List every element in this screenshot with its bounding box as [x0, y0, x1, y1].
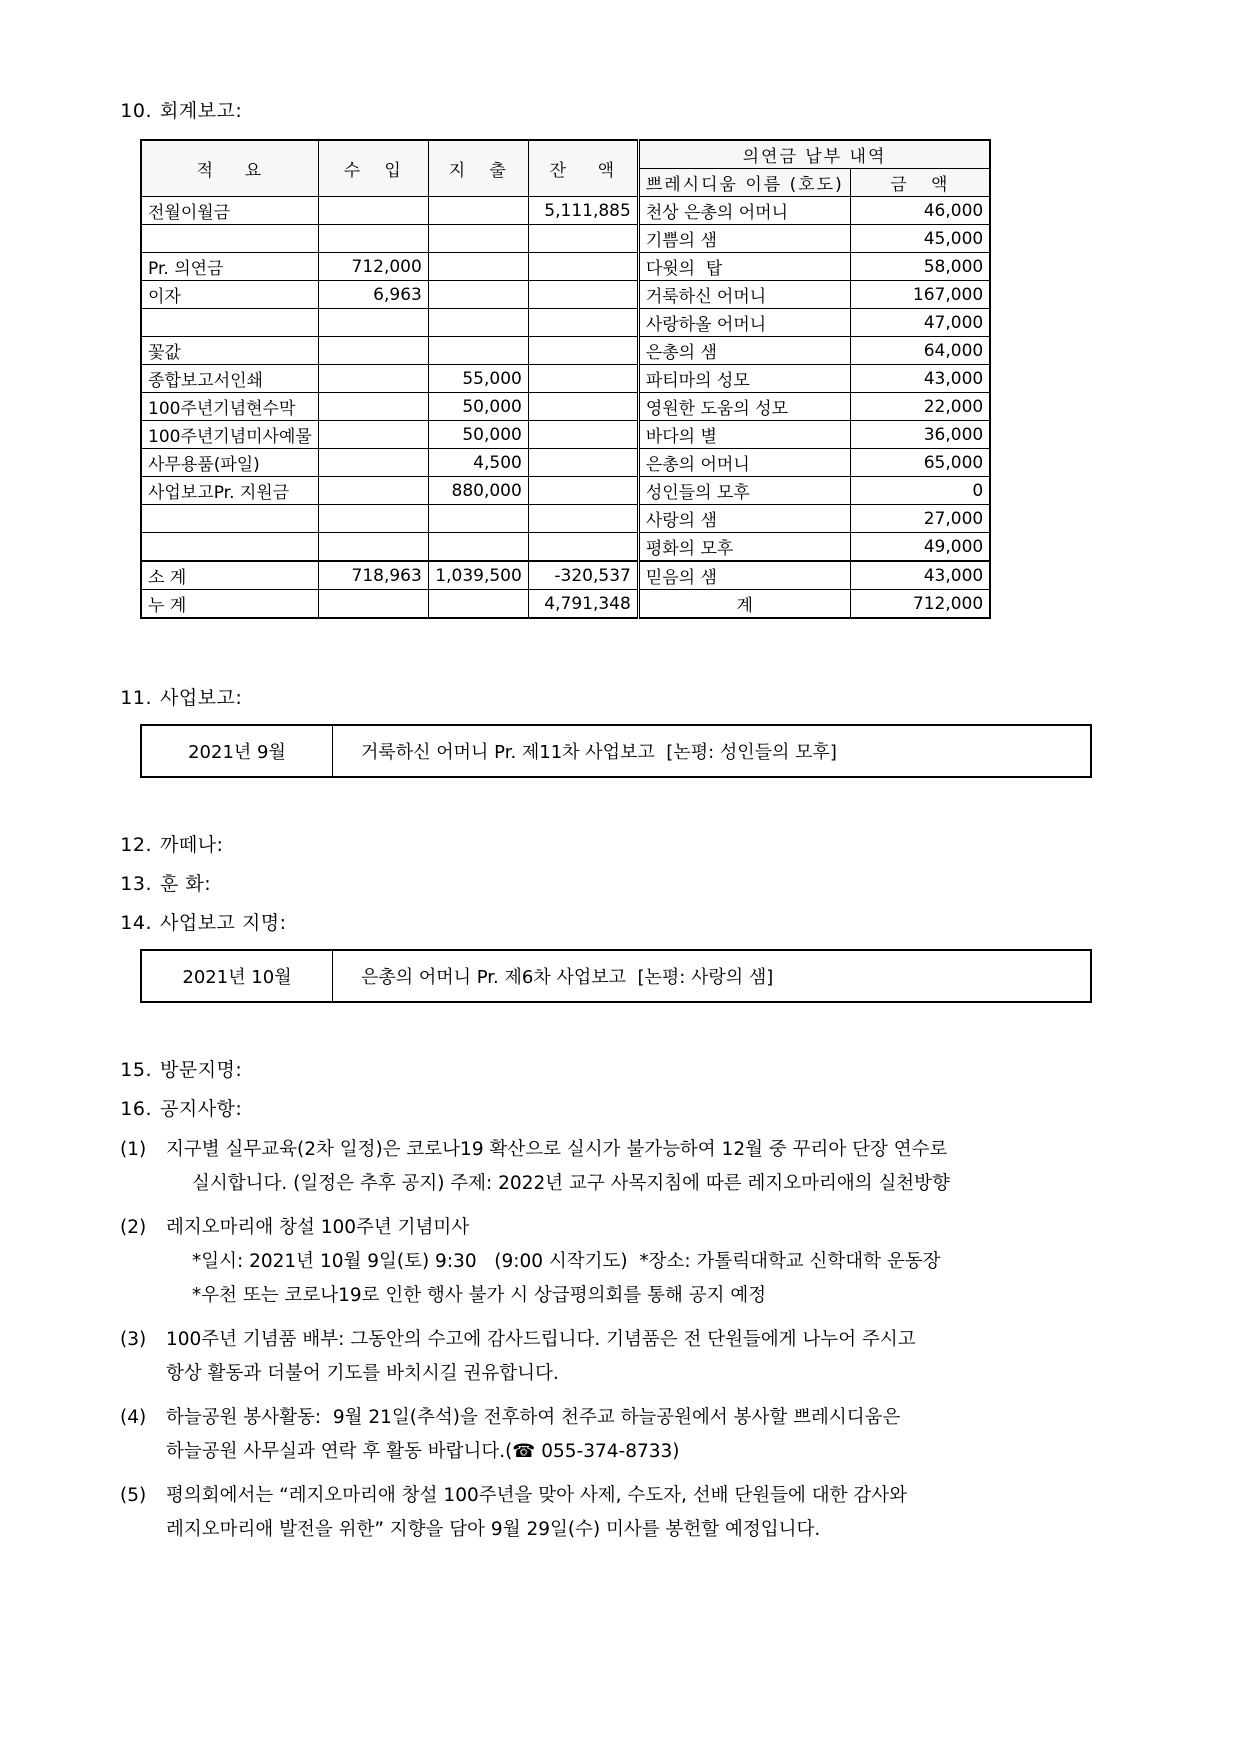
cell-balance: [528, 533, 638, 562]
cell-description: 꽃값: [141, 337, 318, 365]
notice-line: 항상 활동과 더불어 기도를 바치시길 권유합니다.: [166, 1362, 559, 1384]
cell-description: 100주년기념현수막: [141, 393, 318, 421]
cell-expense: [428, 505, 528, 533]
cell-expense: 1,039,500: [428, 561, 528, 590]
col-header-praesidium-name: 쁘레시디움 이름 (호도): [638, 169, 850, 197]
cell-description: [141, 533, 318, 562]
accounting-table-wrapper: [140, 139, 1120, 619]
accounting-table-body: [141, 197, 990, 619]
cell-praesidium-name: 사랑하올 어머니: [638, 309, 850, 337]
section-heading-report-assignment: [110, 908, 1120, 935]
cell-description: 전월이월금: [141, 197, 318, 225]
section-heading-accounting: [110, 96, 1120, 123]
cell-expense: [428, 253, 528, 281]
col-header-income: 수 입: [318, 140, 428, 197]
notice-marker: (3): [120, 1328, 147, 1350]
cell-income: [318, 449, 428, 477]
section-heading-catena: [110, 830, 1120, 857]
notice-body: [166, 1403, 1120, 1467]
cell-donation-amount: 27,000: [850, 505, 990, 533]
table-header-row-1: [141, 140, 990, 169]
cell-expense: [428, 337, 528, 365]
cell-praesidium-name: 사랑의 샘: [638, 505, 850, 533]
cell-income: [318, 590, 428, 619]
cell-expense: [428, 590, 528, 619]
table-row: [141, 337, 990, 365]
notice-body: [166, 1481, 1120, 1545]
cell-donation-amount: 47,000: [850, 309, 990, 337]
section-heading-activity-report: [110, 683, 1120, 710]
cell-description: [141, 225, 318, 253]
cell-donation-amount: 65,000: [850, 449, 990, 477]
notice-item: [110, 1213, 1120, 1311]
section-heading-allocutio: [110, 869, 1120, 896]
section-number: 12.: [120, 834, 152, 856]
cell-praesidium-name: 영원한 도움의 성모: [638, 393, 850, 421]
notice-marker: (4): [120, 1406, 147, 1428]
notice-line: *우천 또는 코로나19로 인한 행사 불가 시 상급평의회를 통해 공지 예정: [192, 1284, 767, 1306]
section-number: 10.: [120, 100, 152, 122]
notice-list: [110, 1135, 1120, 1545]
cell-praesidium-name: 바다의 별: [638, 421, 850, 449]
cell-donation-amount: 167,000: [850, 281, 990, 309]
notice-body: [166, 1213, 1120, 1311]
section-title: 방문지명:: [160, 1059, 243, 1081]
cell-income: [318, 309, 428, 337]
cell-praesidium-name: 믿음의 샘: [638, 561, 850, 590]
cell-description: 누 계: [141, 590, 318, 619]
activity-report-date: 2021년 9월: [142, 726, 333, 776]
report-assignment-box: [140, 949, 1092, 1003]
cell-income: 712,000: [318, 253, 428, 281]
notice-item: [110, 1481, 1120, 1545]
notice-line: *일시: 2021년 10월 9일(토) 9:30 (9:00 시작기도) *장소: 가톨릭대학교 신학대학 운동장: [192, 1250, 941, 1272]
cell-expense: 55,000: [428, 365, 528, 393]
cell-balance: -320,537: [528, 561, 638, 590]
section-title: 사업보고 지명:: [160, 912, 287, 934]
spacer: [110, 1003, 1120, 1043]
spacer: [110, 778, 1120, 818]
cell-balance: [528, 337, 638, 365]
table-row: [141, 505, 990, 533]
section-heading-visit-assignment: [110, 1055, 1120, 1082]
accounting-table: [140, 139, 991, 619]
cell-income: [318, 225, 428, 253]
table-row: [141, 477, 990, 505]
cell-balance: [528, 505, 638, 533]
notice-line: 평의회에서는 “레지오마리애 창설 100주년을 맞아 사제, 수도자, 선배 단원들에 대한 감사와: [166, 1484, 907, 1506]
cell-income: 718,963: [318, 561, 428, 590]
notice-body: [166, 1325, 1120, 1389]
activity-report-box: [140, 724, 1092, 778]
section-number: 13.: [120, 873, 152, 895]
cell-income: [318, 365, 428, 393]
cell-praesidium-name: 은총의 어머니: [638, 449, 850, 477]
table-row: [141, 421, 990, 449]
cell-balance: [528, 253, 638, 281]
cell-donation-amount: 712,000: [850, 590, 990, 619]
cell-description: Pr. 의연금: [141, 253, 318, 281]
cell-income: [318, 505, 428, 533]
report-assignment-date: 2021년 10월: [142, 951, 333, 1001]
notice-item: [110, 1135, 1120, 1199]
section-title: 공지사항:: [160, 1098, 243, 1120]
cell-description: 종합보고서인쇄: [141, 365, 318, 393]
cell-expense: [428, 197, 528, 225]
notice-item: [110, 1403, 1120, 1467]
section-number: 11.: [120, 687, 152, 709]
cell-donation-amount: 36,000: [850, 421, 990, 449]
cell-praesidium-name: 파티마의 성모: [638, 365, 850, 393]
cell-donation-amount: 58,000: [850, 253, 990, 281]
cell-income: [318, 533, 428, 562]
table-row: [141, 309, 990, 337]
cell-balance: 5,111,885: [528, 197, 638, 225]
cell-praesidium-name: 평화의 모후: [638, 533, 850, 562]
cell-description: [141, 505, 318, 533]
notice-line: 100주년 기념품 배부: 그동안의 수고에 감사드립니다. 기념품은 전 단원들에게 나누어 주시고: [166, 1328, 916, 1350]
cell-balance: [528, 449, 638, 477]
cell-praesidium-name: 거룩하신 어머니: [638, 281, 850, 309]
cell-balance: [528, 365, 638, 393]
table-row: [141, 533, 990, 562]
cell-expense: 50,000: [428, 393, 528, 421]
cell-donation-amount: 64,000: [850, 337, 990, 365]
cell-balance: [528, 281, 638, 309]
cell-balance: [528, 309, 638, 337]
cell-description: 이자: [141, 281, 318, 309]
cell-income: 6,963: [318, 281, 428, 309]
cell-expense: [428, 533, 528, 562]
cell-donation-amount: 45,000: [850, 225, 990, 253]
cell-expense: [428, 309, 528, 337]
col-header-description: 적 요: [141, 140, 318, 197]
cell-description: 사무용품(파일): [141, 449, 318, 477]
section-number: 15.: [120, 1059, 152, 1081]
table-row: [141, 281, 990, 309]
cell-expense: 50,000: [428, 421, 528, 449]
cell-balance: [528, 421, 638, 449]
cell-expense: 880,000: [428, 477, 528, 505]
notice-marker: (2): [120, 1216, 147, 1238]
cell-praesidium-name: 성인들의 모후: [638, 477, 850, 505]
notice-marker: (5): [120, 1484, 147, 1506]
spacer: [110, 619, 1120, 671]
cell-balance: 4,791,348: [528, 590, 638, 619]
cell-donation-amount: 0: [850, 477, 990, 505]
section-heading-notices: [110, 1094, 1120, 1121]
col-header-expense: 지 출: [428, 140, 528, 197]
cell-description: 소 계: [141, 561, 318, 590]
cell-balance: [528, 225, 638, 253]
cell-praesidium-name: 다윗의 탑: [638, 253, 850, 281]
cell-description: 사업보고Pr. 지원금: [141, 477, 318, 505]
table-row: [141, 449, 990, 477]
cell-praesidium-name: 계: [638, 590, 850, 619]
cell-praesidium-name: 은총의 샘: [638, 337, 850, 365]
section-number: 16.: [120, 1098, 152, 1120]
cell-income: [318, 421, 428, 449]
table-row: [141, 365, 990, 393]
accounting-table-head: [141, 140, 990, 197]
cell-donation-amount: 46,000: [850, 197, 990, 225]
col-header-donation-group: 의연금 납부 내역: [638, 140, 990, 169]
cell-donation-amount: 43,000: [850, 365, 990, 393]
cell-income: [318, 393, 428, 421]
section-title: 훈 화:: [160, 873, 212, 895]
cell-expense: 4,500: [428, 449, 528, 477]
activity-report-text: 거룩하신 어머니 Pr. 제11차 사업보고 [논평: 성인들의 모후]: [361, 742, 837, 763]
cell-praesidium-name: 기쁨의 샘: [638, 225, 850, 253]
report-assignment-text: 은총의 어머니 Pr. 제6차 사업보고 [논평: 사랑의 샘]: [361, 967, 774, 988]
notice-body: [166, 1135, 1120, 1199]
table-row: [141, 590, 990, 619]
cell-donation-amount: 22,000: [850, 393, 990, 421]
cell-donation-amount: 49,000: [850, 533, 990, 562]
cell-expense: [428, 281, 528, 309]
notice-line: 레지오마리애 발전을 위한” 지향을 담아 9월 29일(수) 미사를 봉헌할 예정입니다.: [166, 1518, 821, 1540]
cell-balance: [528, 393, 638, 421]
table-row: [141, 197, 990, 225]
cell-description: 100주년기념미사예물: [141, 421, 318, 449]
section-number: 14.: [120, 912, 152, 934]
notice-line: 지구별 실무교육(2차 일정)은 코로나19 확산으로 실시가 불가능하여 12월 중 꾸리아 단장 연수로: [166, 1139, 948, 1160]
cell-balance: [528, 477, 638, 505]
cell-praesidium-name: 천상 은총의 어머니: [638, 197, 850, 225]
section-title: 까떼나:: [160, 834, 224, 856]
table-row: [141, 393, 990, 421]
cell-description: [141, 309, 318, 337]
cell-donation-amount: 43,000: [850, 561, 990, 590]
cell-income: [318, 197, 428, 225]
cell-expense: [428, 225, 528, 253]
section-title: 사업보고:: [160, 687, 243, 709]
notice-item: [110, 1325, 1120, 1389]
notice-line: 실시합니다. (일정은 추후 공지) 주제: 2022년 교구 사목지침에 따른 레지오마리애의 실천방향: [192, 1172, 950, 1194]
table-row: [141, 253, 990, 281]
notice-line: 하늘공원 봉사활동: 9월 21일(추석)을 전후하여 천주교 하늘공원에서 봉사할 쁘레시디움은: [166, 1406, 901, 1428]
notice-line: 하늘공원 사무실과 연락 후 활동 바랍니다.(☎ 055-374-8733): [166, 1440, 680, 1462]
notice-marker: (1): [120, 1139, 147, 1160]
section-title: 회계보고:: [160, 100, 243, 122]
col-header-balance: 잔 액: [528, 140, 638, 197]
table-row: [141, 225, 990, 253]
table-row: [141, 561, 990, 590]
notice-line: 레지오마리애 창설 100주년 기념미사: [166, 1216, 470, 1238]
cell-income: [318, 477, 428, 505]
col-header-amount: 금 액: [850, 169, 990, 197]
cell-income: [318, 337, 428, 365]
